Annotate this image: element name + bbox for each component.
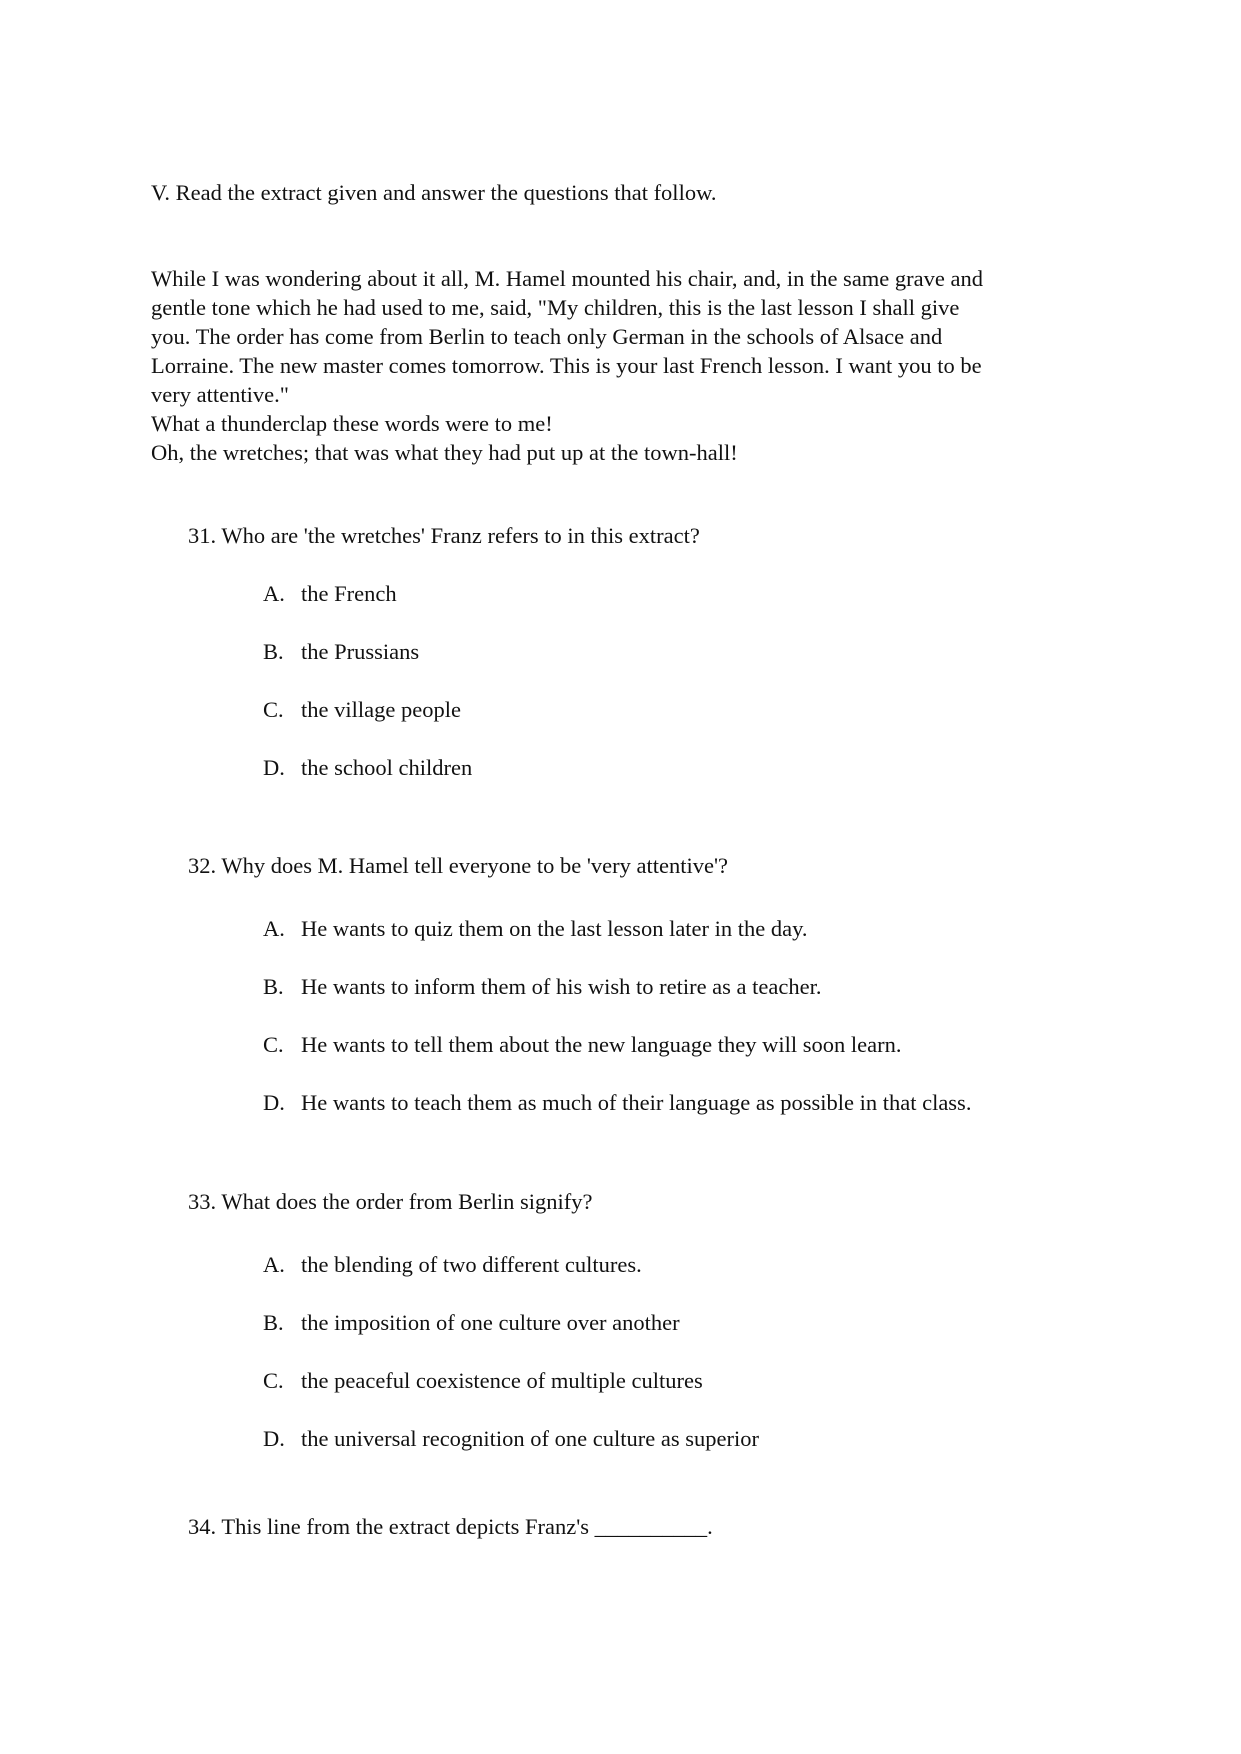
option-c: [263, 695, 461, 725]
question-text: 32. Why does M. Hamel tell everyone to be 'very attentive'?: [188, 853, 729, 878]
option-a: [263, 1250, 642, 1280]
question-text: 34. This line from the extract depicts Franz's __________.: [188, 1514, 713, 1539]
option-text: He wants to quiz them on the last lesson later in the day.: [301, 916, 808, 941]
option-letter: B.: [263, 974, 284, 999]
option-letter: A.: [263, 1252, 285, 1277]
extract-line: What a thunderclap these words were to me!: [151, 411, 553, 436]
option-letter: B.: [263, 639, 284, 664]
extract-line: Oh, the wretches; that was what they had put up at the town-hall!: [151, 440, 738, 465]
extract-line: gentle tone which he had used to me, said, "My children, this is the last lesson I shall give: [151, 295, 960, 320]
option-letter: D.: [263, 1090, 285, 1115]
option-text: the imposition of one culture over another: [301, 1310, 680, 1335]
option-text: He wants to inform them of his wish to retire as a teacher.: [301, 974, 822, 999]
option-b: [263, 972, 821, 1002]
option-text: the village people: [301, 697, 461, 722]
question-32: [188, 851, 972, 1115]
option-b: [263, 1308, 680, 1338]
option-c: [263, 1030, 901, 1060]
question-text: 31. Who are 'the wretches' Franz refers to in this extract?: [188, 523, 700, 548]
option-letter: A.: [263, 581, 285, 606]
extract-passage: [151, 264, 1111, 467]
option-letter: C.: [263, 697, 284, 722]
option-d: [263, 1088, 971, 1118]
option-a: [263, 914, 808, 944]
extract-line: While I was wondering about it all, M. Hamel mounted his chair, and, in the same grave and: [151, 266, 983, 291]
extract-line: very attentive.": [151, 382, 289, 407]
extract-line: Lorraine. The new master comes tomorrow. This is your last French lesson. I want you to be: [151, 353, 982, 378]
option-letter: D.: [263, 755, 285, 780]
question-34: [188, 1512, 713, 1542]
option-text: the peaceful coexistence of multiple cultures: [301, 1368, 703, 1393]
option-d: [263, 753, 472, 783]
option-d: [263, 1424, 759, 1454]
question-33: [188, 1187, 759, 1451]
option-c: [263, 1366, 703, 1396]
option-b: [263, 637, 419, 667]
option-text: He wants to teach them as much of their language as possible in that class.: [301, 1090, 972, 1115]
option-letter: D.: [263, 1426, 285, 1451]
option-text: the Prussians: [301, 639, 420, 664]
extract-line: you. The order has come from Berlin to teach only German in the schools of Alsace and: [151, 324, 943, 349]
option-letter: C.: [263, 1368, 284, 1393]
question-31: [188, 521, 700, 780]
option-text: He wants to tell them about the new language they will soon learn.: [301, 1032, 902, 1057]
section-instruction: V. Read the extract given and answer the questions that follow.: [151, 180, 717, 205]
option-letter: A.: [263, 916, 285, 941]
option-text: the universal recognition of one culture as superior: [301, 1426, 759, 1451]
option-a: [263, 579, 397, 609]
question-text: 33. What does the order from Berlin signify?: [188, 1189, 593, 1214]
option-letter: C.: [263, 1032, 284, 1057]
option-text: the school children: [301, 755, 473, 780]
option-letter: B.: [263, 1310, 284, 1335]
option-text: the French: [301, 581, 397, 606]
option-text: the blending of two different cultures.: [301, 1252, 642, 1277]
